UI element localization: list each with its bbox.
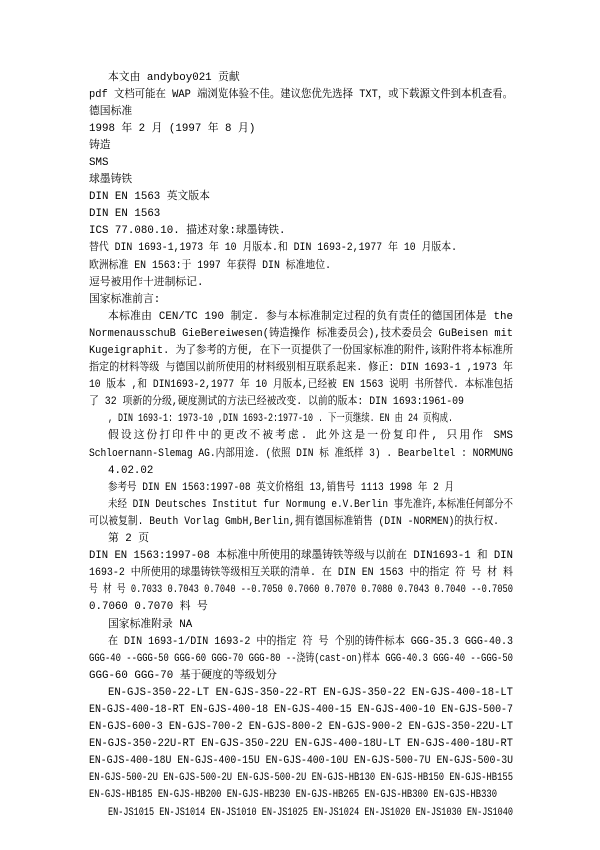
- company-label: SMS: [89, 156, 109, 169]
- annex-line: 在 DIN 1693-1/DIN 1693-2 中的指定 符 号 个别的铸件标本 GGG-35.3 GGG-40.3: [108, 635, 514, 648]
- viewing-tip: pdf 文档可能在 WAP 端浏览体验不佳。建议您优先选择 TXT，或下载源文件到本机查看。: [89, 88, 514, 101]
- correlation-line: DIN EN 1563:1997-08 本标准中所使用的球墨铸铁等级与以前在 DIN1693-1 和 DIN: [89, 550, 514, 563]
- foreword-line: Kugeigraphit. 为了参考的方便, 在下一页提供了一份国家标准的附件,该附件将本标准所: [89, 345, 513, 357]
- ics-classification: ICS 77.080.10. 描述对象:球墨铸铁.: [89, 225, 286, 238]
- grade-designation-line: EN-GJS-400-18U EN-GJS-400-15U EN-GJS-400-10U EN-GJS-500-7U EN-GJS-500-3U: [89, 755, 514, 768]
- publication-date: 1998 年 2 月 (1997 年 8 月): [89, 122, 256, 135]
- european-status-note: 欧洲标准 EN 1563:于 1997 年获得 DIN 标准地位.: [89, 259, 332, 272]
- foreword-line: , DIN 1693-1: 1973-10 ,DIN 1693-2:1977-10 . 下一页继续. EN 由 24 页构成.: [108, 413, 453, 426]
- foreword-line: 本标准由 CEN/TC 190 制定. 参与本标准制定过程的负有责任的德国团体是 the: [108, 310, 513, 323]
- contributor-note: 本文由 andyboy021 贡献: [108, 71, 240, 84]
- foreword-line: NormenausschuB GieBereiwesen(铸造操作 标准委员会),技术委员会 GuBeisen mit: [89, 327, 513, 340]
- foreword-line: 指定的材料等级 与德国以前所使用的材料级别相互联系起来. 修正: DIN 1693-1 ,1973 年: [89, 362, 513, 375]
- annex-line: GGG-60 GGG-70 基于硬度的等级划分: [89, 669, 277, 682]
- standard-type: 德国标准: [89, 105, 133, 118]
- grade-designation-line: EN-GJS-350-22-LT EN-GJS-350-22-RT EN-GJS-350-22 EN-GJS-400-18-LT: [108, 686, 514, 699]
- annex-heading: 国家标准附录 NA: [108, 618, 193, 631]
- grade-designation-line: EN-GJS-600-3 EN-GJS-700-2 EN-GJS-800-2 EN-GJS-900-2 EN-GJS-350-22U-LT: [89, 721, 514, 734]
- correlation-line: 0.7060 0.7070 料 号: [89, 601, 208, 614]
- grade-designation-line: EN-GJS-400-18-RT EN-GJS-400-18 EN-GJS-400-15 EN-GJS-400-10 EN-GJS-500-7: [89, 703, 514, 716]
- subject-label: 球墨铸铁: [89, 174, 133, 187]
- foreword-heading: 国家标准前言:: [89, 293, 161, 306]
- copy-notice-line: Schloernann-Slemag AG.内部用途. (依照 DIN 标 准纸样 3) . Bearbeltel : NORMUNG: [89, 447, 513, 460]
- annex-line: GGG-40 --GGG-50 GGG-60 GGG-70 GGG-80 --浇铸(cast-on)样本 GGG-40.3 GGG-40 --GGG-50: [89, 652, 513, 665]
- copy-notice-line: 4.02.02: [108, 464, 154, 477]
- grade-designation-line: EN-GJS-HB185 EN-GJS-HB200 EN-GJS-HB230 EN-GJS-HB265 EN-GJS-HB300 EN-GJS-HB330: [89, 789, 498, 802]
- copyright-line: 未经 DIN Deutsches Institut fur Normung e.V.Berlin 事先准许,本标准任何部分不: [108, 498, 513, 511]
- grade-designation-line: EN-GJS-500-2U EN-GJS-500-2U EN-GJS-500-2U EN-GJS-HB130 EN-GJS-HB150 EN-GJS-HB155: [89, 772, 514, 785]
- copy-notice-line: 假设这份打印件中的更改不被考虑. 此外这是一份复印件, 只用作 SMS: [108, 430, 513, 443]
- foreword-line: 10 版本 ,和 DIN1693-2,1977 年 10 月版本,已经被 EN 1563 说明 书所替代. 本标准包括: [89, 379, 514, 392]
- grade-designation-line: EN-GJS-350-22U-RT EN-GJS-350-22U EN-GJS-400-18U-LT EN-GJS-400-18U-RT: [89, 738, 513, 751]
- category-label: 铸造: [89, 139, 111, 152]
- replaces-note: 替代 DIN 1693-1,1973 年 10 月版本.和 DIN 1693-2,1977 年 10 月版本.: [89, 242, 457, 255]
- decimal-separator-note: 逗号被用作十进制标记.: [89, 276, 204, 289]
- correlation-line: 1693-2 中所使用的球墨铸铁等级相互关联的清单. 在 DIN EN 1563 中的指定 符 号 材 料: [89, 567, 514, 580]
- document-text: [89, 70, 513, 822]
- copyright-line: 可以被复制. Beuth Vorlag GmbH,Berlin,拥有德国标准销售 (DIN -NORMEN)的执行权.: [89, 515, 500, 528]
- foreword-line: 了 32 项新的分级,硬度测试的方法已经被改变. 以前的版本: DIN 1693:1961-09: [89, 396, 464, 409]
- standard-designation: DIN EN 1563: [89, 208, 161, 221]
- edition-label: DIN EN 1563 英文版本: [89, 191, 210, 204]
- material-number-line: EN-JS1015 EN-JS1014 EN-JS1010 EN-JS1025 EN-JS1024 EN-JS1020 EN-JS1030 EN-JS1040: [108, 806, 513, 819]
- reference-number: 参考号 DIN EN 1563:1997-08 英文价格组 13,销售号 1113 1998 年 2 月: [108, 481, 454, 494]
- page-label: 第 2 页: [108, 533, 150, 546]
- correlation-line: 号 材 号 0.7033 0.7043 0.7040 --0.7050 0.7060 0.7070 0.7080 0.7043 0.7040 --0.7050: [89, 584, 513, 597]
